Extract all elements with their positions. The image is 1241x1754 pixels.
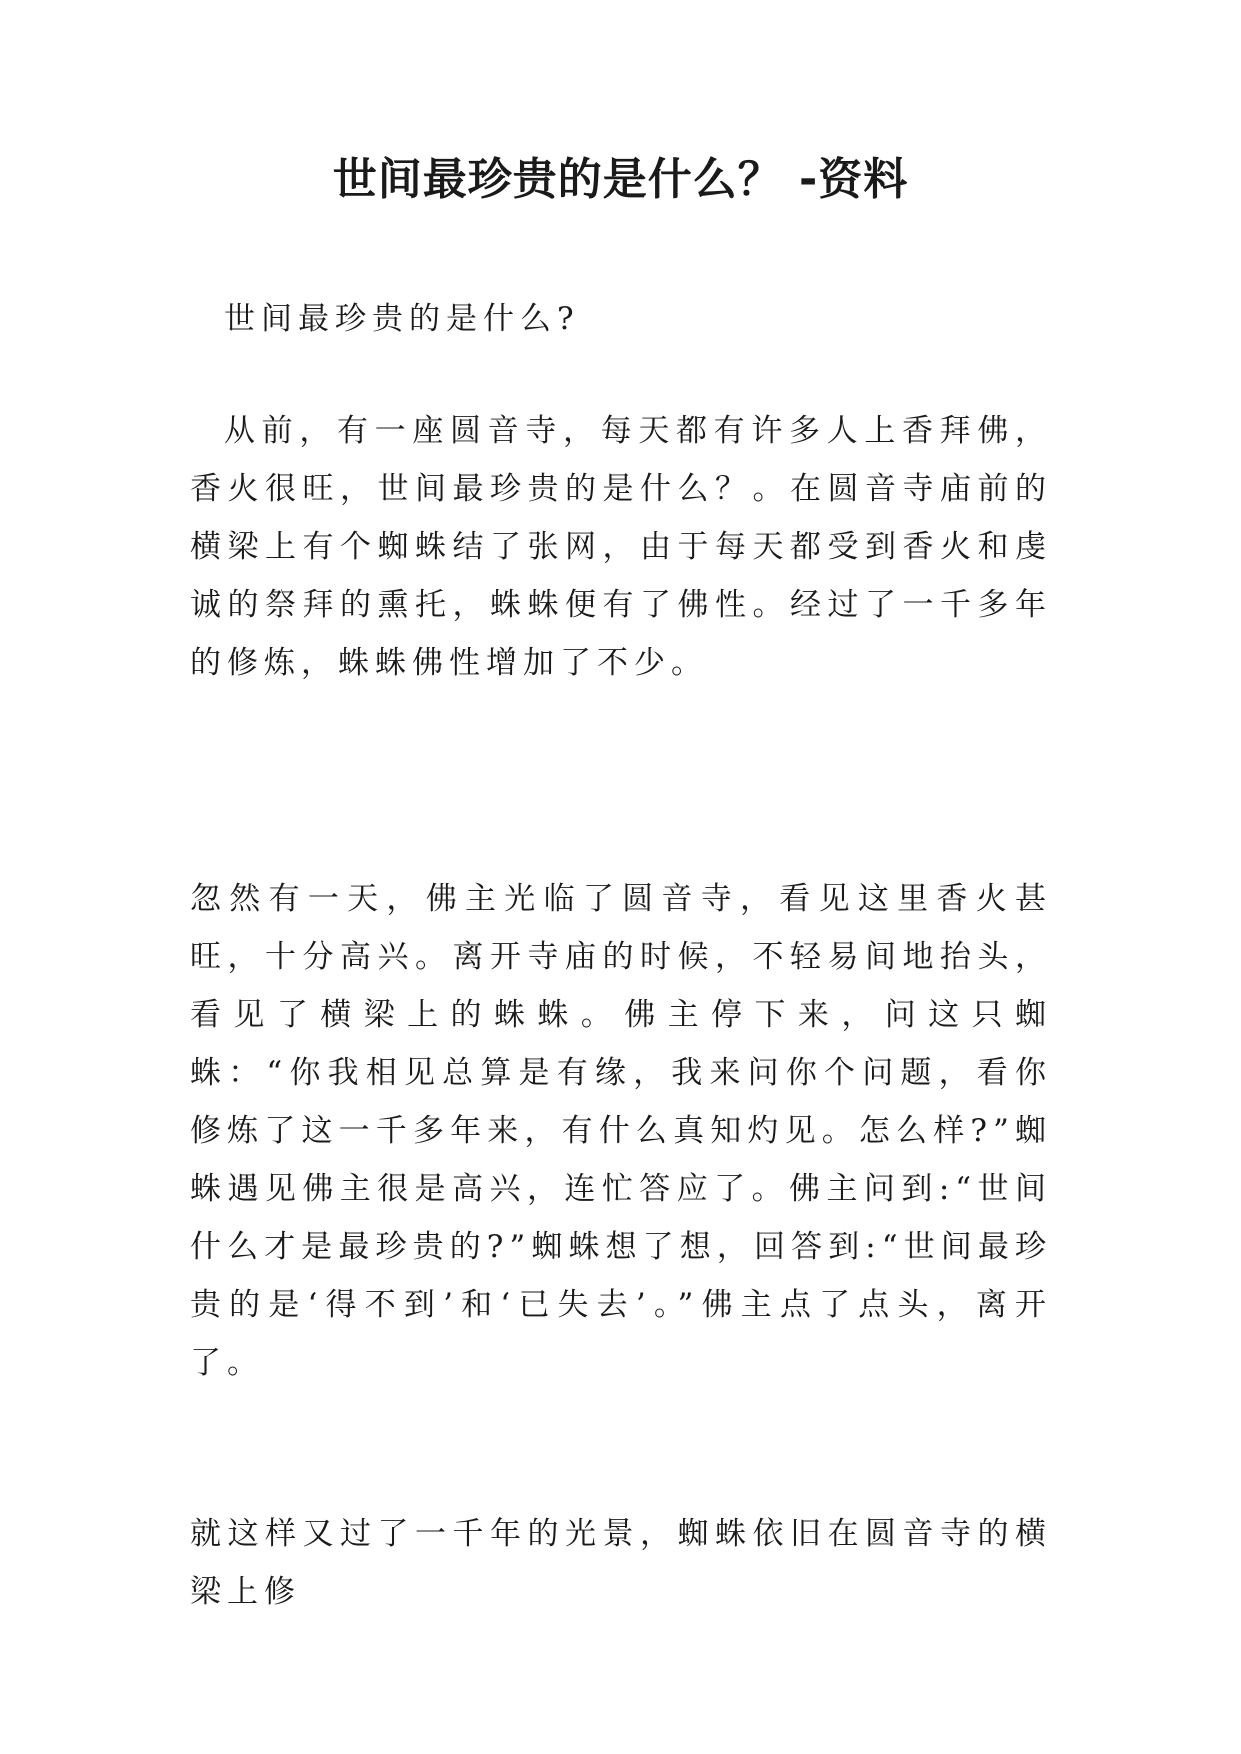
paragraph-3: 就这样又过了一千年的光景，蜘蛛依旧在圆音寺的横梁上修: [190, 1516, 1052, 1610]
paragraph-2: 忽然有一天，佛主光临了圆音寺，看见这里香火甚旺，十分高兴。离开寺庙的时候，不轻易间地抬头，看见了横梁上的蛛蛛。佛主停下来，问这只蜘蛛：“你我相见总算是有缘，我来问你个问题，看你修炼了这一千多年来，有什么真知灼见。怎么样?”蜘蛛遇见佛主很是高兴，连忙答应了。佛主问到:“世间什么才是最珍贵的?”蜘蛛想了想，回答到:“世间最珍贵的是‘得不到’和‘已失去’。”佛主点了点头，离开了。: [190, 881, 1052, 1381]
document-subtitle: 世间最珍贵的是什么?: [224, 301, 580, 337]
paragraph-1: 从前，有一座圆音寺，每天都有许多人上香拜佛，香火很旺，世间最珍贵的是什么？。在圆音寺庙前的横梁上有个蜘蛛结了张网，由于每天都受到香火和虔诚的祭拜的熏托，蛛蛛便有了佛性。经过了一千多年的修炼，蛛蛛佛性增加了不少。: [190, 413, 1052, 681]
document-title: 世间最珍贵的是什么？ -资料: [332, 154, 909, 205]
